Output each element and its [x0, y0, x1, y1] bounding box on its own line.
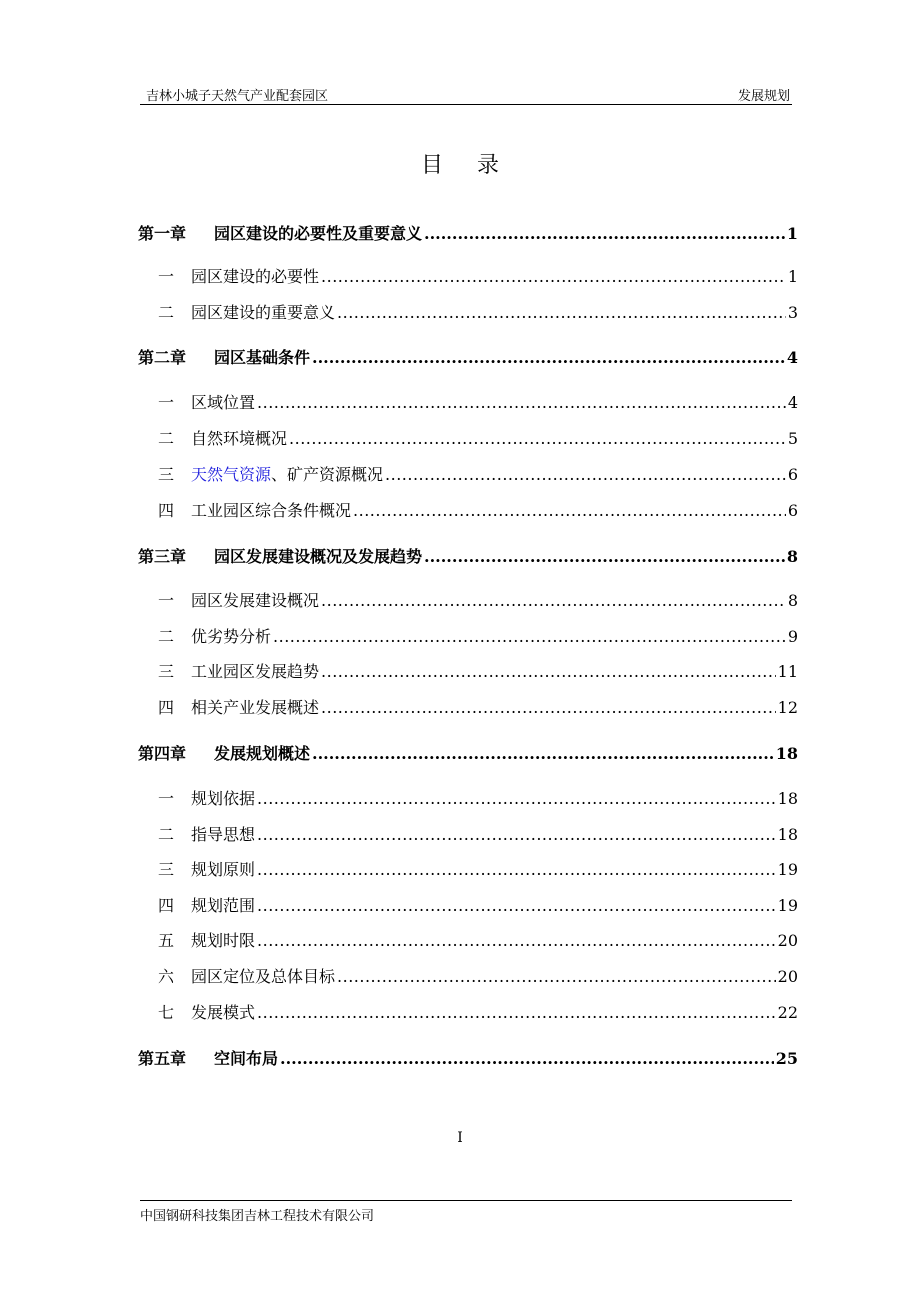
toc-dot-leader [257, 931, 776, 951]
toc-entry-title: 园区建设的重要意义 [191, 303, 336, 322]
toc-section-entry[interactable] [138, 303, 798, 323]
toc-entry-title-rest: 、矿产资源概况 [271, 465, 384, 484]
page-footer: 中国钢研科技集团吉林工程技术有限公司 [140, 1200, 792, 1224]
toc-dot-leader [257, 393, 786, 413]
toc-page-number: 3 [787, 303, 798, 322]
toc-dot-leader [321, 267, 786, 287]
toc-section-entry[interactable] [138, 267, 798, 287]
toc-page-number: 6 [787, 501, 798, 520]
toc-page-number: 11 [777, 662, 798, 681]
toc-dot-leader [321, 591, 786, 611]
toc-page-number: 18 [777, 825, 798, 844]
toc-dot-leader [257, 860, 776, 880]
toc-dot-leader [273, 627, 786, 647]
toc-section-entry[interactable] [138, 393, 798, 413]
toc-entry-number: 二 [158, 429, 175, 448]
toc-page-number: 8 [787, 591, 798, 610]
toc-entry-title: 相关产业发展概述 [191, 698, 320, 717]
toc-entry-title: 自然环境概况 [191, 429, 288, 448]
toc-entry-title: 指导思想 [191, 825, 256, 844]
toc-dot-leader [385, 465, 786, 485]
toc-entry-number: 二 [158, 825, 175, 844]
toc-section-entry[interactable] [138, 627, 798, 647]
toc-chapter-entry[interactable] [138, 547, 798, 567]
toc-entry-number: 四 [158, 501, 175, 520]
toc-section-entry[interactable] [138, 429, 798, 449]
toc-section-entry[interactable] [138, 860, 798, 880]
toc-entry-number: 第二章 [138, 348, 187, 367]
toc-entry-title: 工业园区综合条件概况 [191, 501, 352, 520]
toc-page-number: 4 [787, 393, 798, 412]
toc-entry-title: 规划原则 [191, 860, 256, 879]
toc-entry-title: 园区建设的必要性 [191, 267, 320, 286]
toc-section-entry[interactable] [138, 662, 798, 682]
toc-page-number: 6 [787, 465, 798, 484]
toc-entry-number: 四 [158, 698, 175, 717]
header-doc-type: 发展规划 [737, 89, 790, 104]
toc-dot-leader [257, 896, 776, 916]
toc-dot-leader [280, 1049, 774, 1069]
toc-dot-leader [312, 744, 774, 764]
toc-page-number: 4 [786, 348, 798, 367]
toc-entry-title: 区域位置 [191, 393, 256, 412]
toc-dot-leader [312, 348, 785, 368]
toc-entry-number: 一 [158, 393, 175, 412]
page-number: I [457, 1130, 463, 1146]
toc-entry-number: 第一章 [138, 224, 187, 243]
toc-entry-title: 发展规划概述 [214, 744, 311, 763]
header-project-name: 吉林小城子天然气产业配套园区 [146, 89, 329, 104]
toc-entry-title: 规划范围 [191, 896, 256, 915]
toc-entry-number: 七 [158, 1003, 175, 1022]
toc-section-entry[interactable] [138, 931, 798, 951]
toc-dot-leader [353, 501, 786, 521]
toc-page-number: 20 [777, 931, 798, 950]
toc-entry-title: 优劣势分析 [191, 627, 272, 646]
toc-page-number: 1 [787, 267, 798, 286]
toc-page-number: 1 [786, 224, 798, 243]
toc-dot-leader [424, 224, 785, 244]
toc-dot-leader [337, 967, 776, 987]
toc-section-entry[interactable] [138, 896, 798, 916]
toc-chapter-entry[interactable] [138, 1049, 798, 1069]
toc-dot-leader [257, 825, 776, 845]
toc-entry-title: 空间布局 [214, 1049, 279, 1068]
toc-page-number: 25 [775, 1049, 798, 1068]
toc-page-number: 20 [777, 967, 798, 986]
toc-section-entry[interactable] [138, 501, 798, 521]
toc-chapter-entry[interactable] [138, 744, 798, 764]
toc-entry-number: 一 [158, 789, 175, 808]
toc-entry-number: 二 [158, 627, 175, 646]
toc-entry-title: 发展模式 [191, 1003, 256, 1022]
toc-title: 目录 [420, 153, 533, 178]
toc-entry-title: 园区基础条件 [214, 348, 311, 367]
toc-entry-title: 工业园区发展趋势 [191, 662, 320, 681]
toc-entry-title: 园区发展建设概况 [191, 591, 320, 610]
toc-page-number: 22 [777, 1003, 798, 1022]
toc-entry-number: 三 [158, 662, 175, 681]
toc-entry-number: 三 [158, 465, 175, 484]
toc-entry-highlight: 天然气资源 [191, 465, 272, 484]
toc-entry-title: 规划时限 [191, 931, 256, 950]
toc-entry-number: 第三章 [138, 547, 187, 566]
toc-page-number: 18 [777, 789, 798, 808]
toc-page-number: 19 [777, 896, 798, 915]
toc-page-number: 18 [775, 744, 798, 763]
toc-page-number: 19 [777, 860, 798, 879]
page-header [140, 82, 792, 105]
toc-section-entry[interactable] [138, 789, 798, 809]
toc-dot-leader [257, 789, 776, 809]
toc-entry-number: 一 [158, 591, 175, 610]
toc-page-number: 5 [787, 429, 798, 448]
toc-entry-title: 园区发展建设概况及发展趋势 [214, 547, 423, 566]
toc-entry-number: 六 [158, 967, 175, 986]
toc-entry-title: 园区定位及总体目标 [191, 967, 336, 986]
toc-entry-number: 四 [158, 896, 175, 915]
toc-dot-leader [289, 429, 786, 449]
toc-section-entry[interactable] [138, 1003, 798, 1023]
toc-entry-title: 规划依据 [191, 789, 256, 808]
toc-entry-number: 五 [158, 931, 175, 950]
toc-entry-number: 三 [158, 860, 175, 879]
toc-page-number: 9 [787, 627, 798, 646]
toc-entry-number: 二 [158, 303, 175, 322]
toc-dot-leader [321, 662, 776, 682]
toc-section-entry[interactable] [138, 465, 798, 485]
toc-chapter-entry[interactable] [138, 348, 798, 368]
toc-section-entry[interactable] [138, 967, 798, 987]
toc-entry-title: 园区建设的必要性及重要意义 [214, 224, 423, 243]
toc-dot-leader [257, 1003, 776, 1023]
toc-entry-number: 第五章 [138, 1049, 187, 1068]
toc-entry-number: 第四章 [138, 744, 187, 763]
toc-dot-leader [321, 698, 776, 718]
toc-chapter-entry[interactable] [138, 224, 798, 244]
toc-page-number: 12 [777, 698, 798, 717]
toc-section-entry[interactable] [138, 825, 798, 845]
toc-entry-number: 一 [158, 267, 175, 286]
toc-section-entry[interactable] [138, 698, 798, 718]
toc-dot-leader [337, 303, 786, 323]
toc-entry-title [191, 465, 383, 485]
toc-page-number: 8 [786, 547, 798, 566]
toc-section-entry[interactable] [138, 591, 798, 611]
toc-dot-leader [424, 547, 785, 567]
